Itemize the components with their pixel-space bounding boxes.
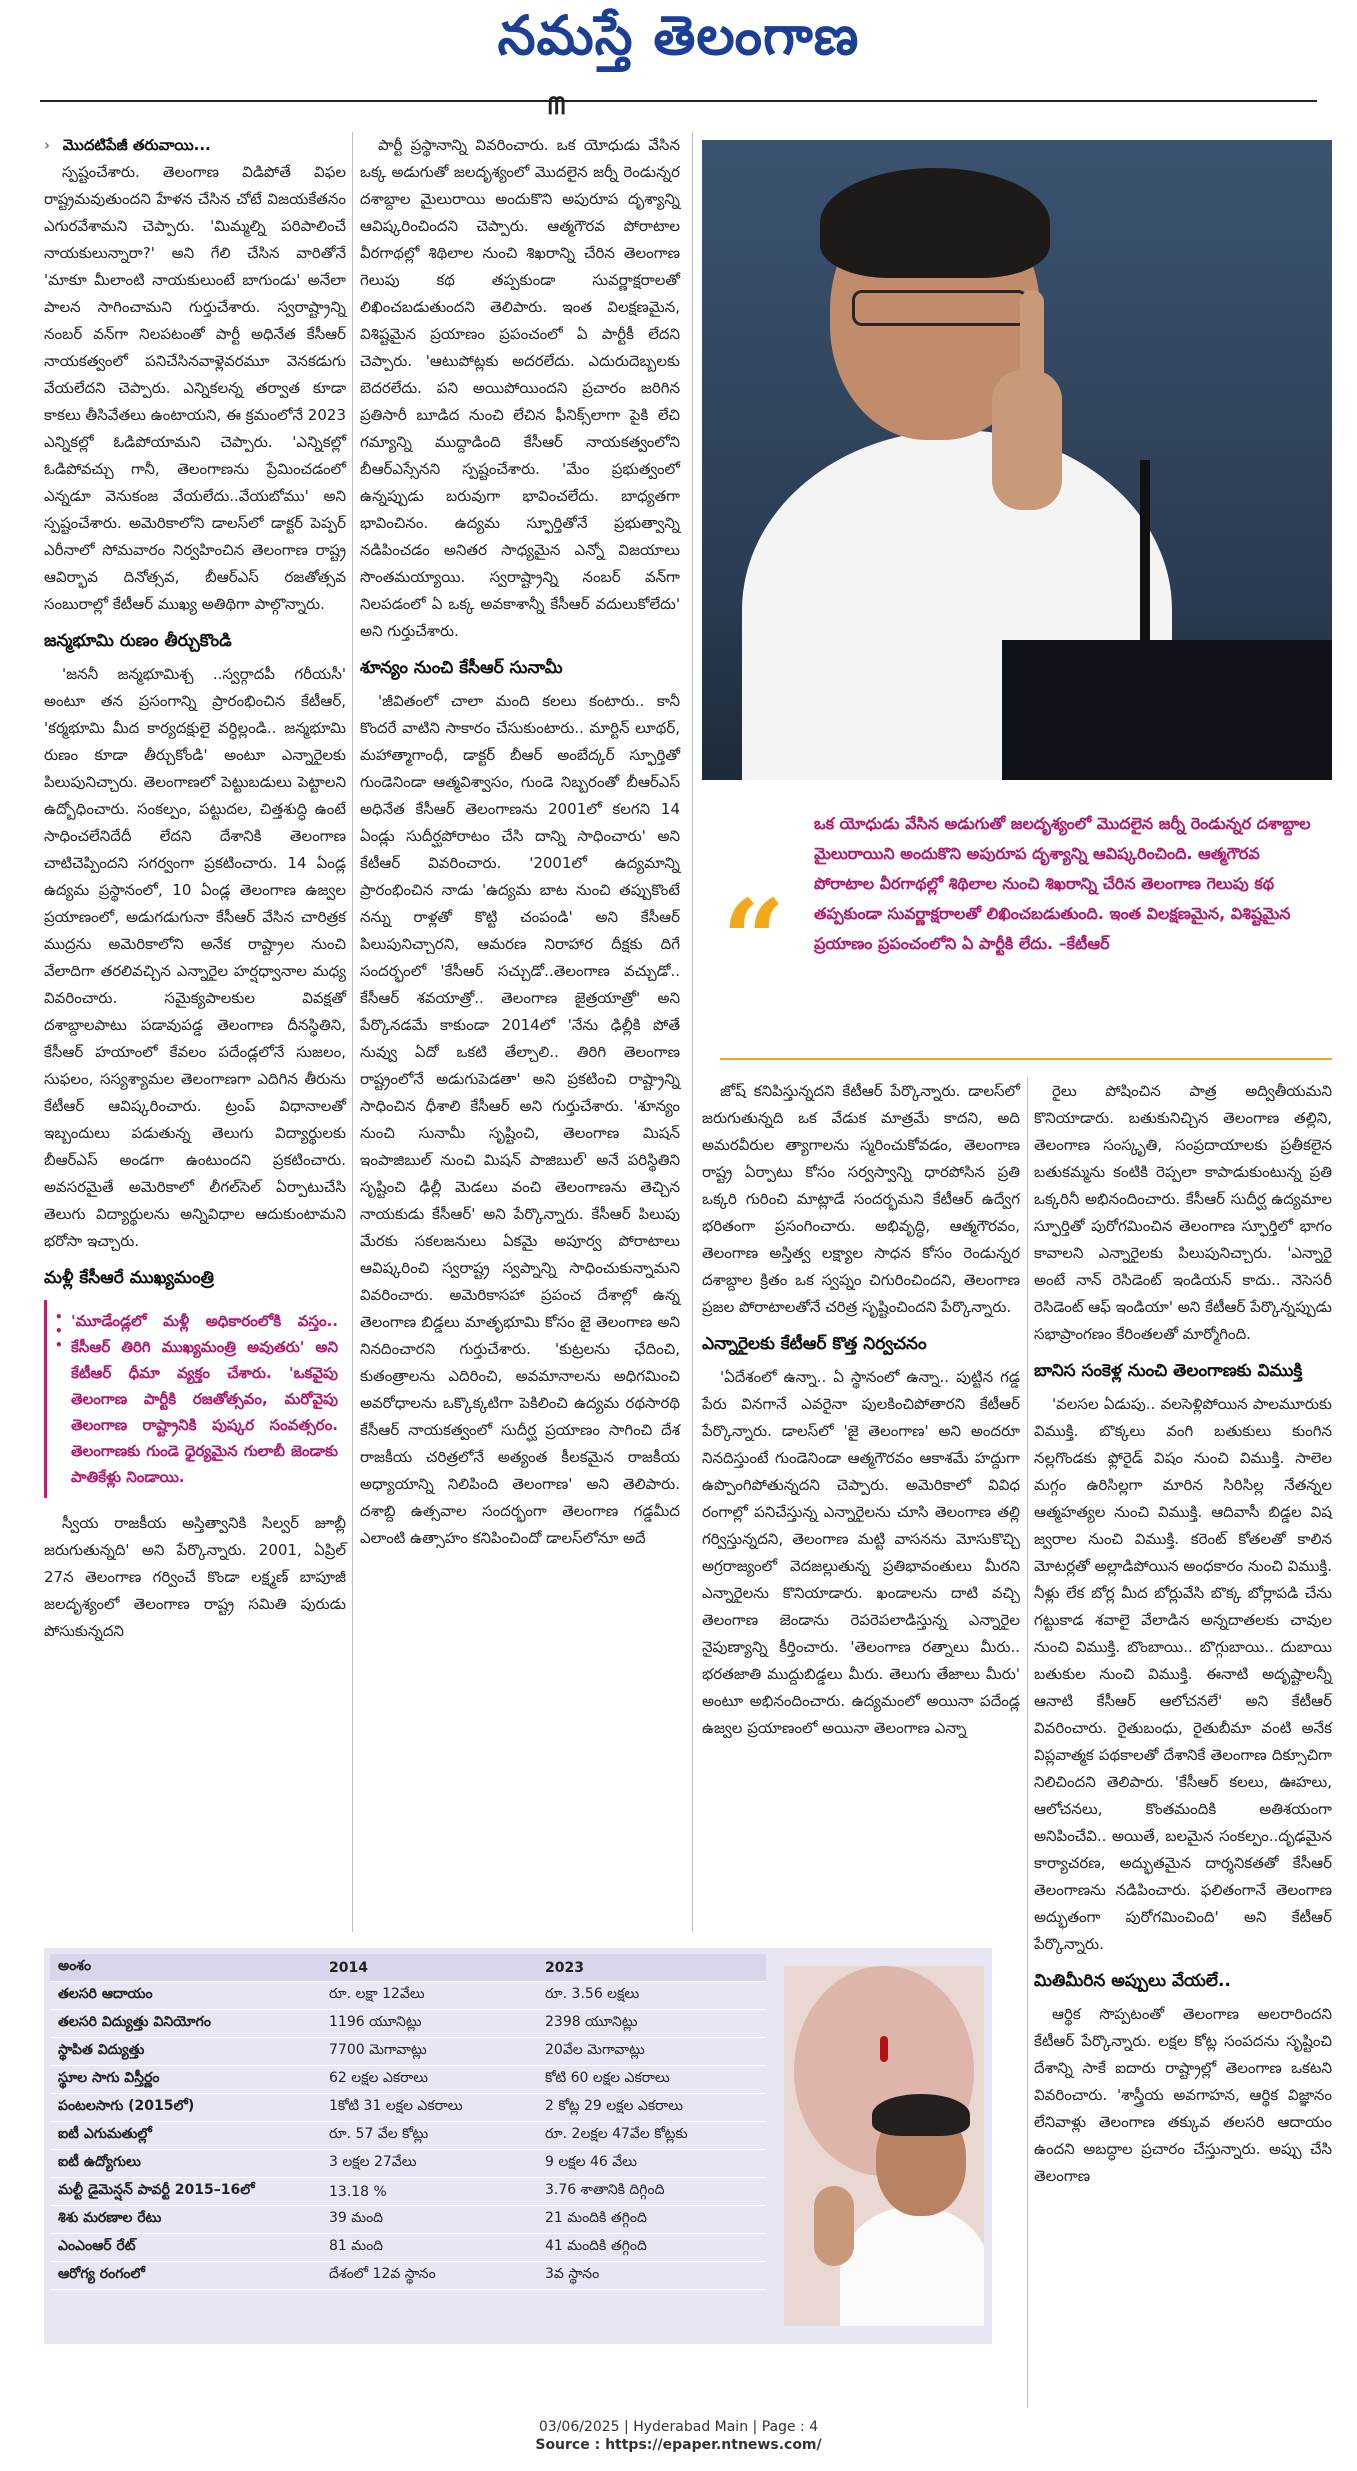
table-cell: 13.18 % xyxy=(321,2178,537,2206)
table-row xyxy=(50,2178,766,2206)
table-header-row xyxy=(50,1954,766,1982)
table-cell: కోటి 60 లక్షల ఎకరాలు xyxy=(537,2066,766,2094)
pull-quote-text: 'మూడేండ్లలో మళ్లీ అధికారంలోకి వస్తం.. కేసీఆర్ తిరిగి ముఖ్యమంత్రి అవుతరు' అని కేటీఆర్ ధీమా వ్యక్తం చేశారు. 'ఒకవైపు తెలంగాణ పార్టీకి రజతోత్సవం, మరోవైపు తెలంగాణ రాష్ట్రానికి పుష్కర సంవత్సరం. తెలంగాణకు గుండె ధైర్యమైన గులాబీ జెండాకు పాతికేళ్లు నిండాయి. xyxy=(71,1312,338,1486)
footer-source-link[interactable]: Source : https://epaper.ntnews.com/ xyxy=(535,2437,822,2453)
continuation-kicker xyxy=(44,132,346,159)
chevron-right-icon: › xyxy=(44,136,50,154)
table-cell: 2398 యూనిట్లు xyxy=(537,2010,766,2038)
table-row xyxy=(50,2094,766,2122)
subheading: శూన్యం నుంచి కేసీఆర్ సునామీ xyxy=(360,658,563,678)
column-divider xyxy=(352,132,353,1932)
masthead xyxy=(0,0,1357,96)
table-cell: 7700 మెగావాట్లు xyxy=(321,2038,537,2066)
table-row xyxy=(50,2150,766,2178)
column-divider xyxy=(692,132,693,1932)
table-row xyxy=(50,2122,766,2150)
table-cell: రూ. 3.56 లక్షలు xyxy=(537,1982,766,2010)
table-cell: ఆరోగ్య రంగంలో xyxy=(50,2262,321,2290)
table-cell: 20వేల మెగావాట్లు xyxy=(537,2038,766,2066)
article-paragraph: రైలు పోషించిన పాత్ర అద్వితీయమని కొనియాడారు. బతుకునిచ్చిన తెలంగాణ తల్లిని, తెలంగాణ సంస్కృతి, సంప్రదాయాలకు ప్రతీకలైన బతుకమ్మను కంటికి రెప్పలా కాపాడుకుంటున్న ప్రతి ఒక్కరినీ అభినందించారు. కేసీఆర్ సుదీర్ఘ ఉద్యమాల స్ఫూర్తితో పురోగమించిన తెలంగాణ స్ఫూర్తిలో భాగం కావాలని ఎన్నారైలకు పిలుపునిచ్చారు. 'ఎన్నారై అంటే నాన్ రెసిడెంట్ ఇండియన్ కాదు.. నెసెసరీ రెసిడెంట్ ఆఫ్ ఇండియా' అని కేటీఆర్ పేర్కొన్నప్పుడు సభాప్రాంగణం కేరింతలతో మార్మోగింది. xyxy=(1034,1082,1332,1343)
stats-table-box xyxy=(44,1948,992,2344)
table-cell: దేశంలో 12వ స్థానం xyxy=(321,2262,537,2290)
quote-text: ఒక యోధుడు వేసిన అడుగుతో జలదృశ్యంలో మొదలైన జర్నీ రెండున్నర దశాబ్దాల మైలురాయిని అందుకొని అపురూప దృశ్యాన్ని ఆవిష్కరించింది. ఆత్మగౌరవ పోరాటాల వీరగాథల్లో శిథిలాల నుంచి శిఖరాన్ని చేరిన తెలంగాణ గెలుపు కథ తప్పకుండా సువర్ణాక్షరాలతో లిఖించబడుతుంది. ఇంత విలక్షణమైన, విశిష్టమైన ప్రయాణం ప్రపంచంలోని ఏ పార్టీకి లేదు. –కేటీఆర్ xyxy=(814,814,1311,953)
table-cell: 39 మంది xyxy=(321,2206,537,2234)
table-cell: రూ. లక్షా 12వేలు xyxy=(321,1982,537,2010)
table-cell: తలసరి విద్యుత్తు వినియోగం xyxy=(50,2010,321,2038)
table-cell: శిశు మరణాల రేటు xyxy=(50,2206,321,2234)
table-cell: రూ. 2లక్షల 47వేల కోట్లకు xyxy=(537,2122,766,2150)
table-row xyxy=(50,2010,766,2038)
subheading: బానిస సంకెళ్ల నుంచి తెలంగాణకు విముక్తి xyxy=(1034,1361,1303,1381)
pull-quote-dots-icon: • • • xyxy=(55,1310,63,1352)
article-paragraph: ఆర్థిక సొప్పటంతో తెలంగాణ అలరారిందని కేటీఆర్ పేర్కొన్నారు. లక్షల కోట్ల సంపదను సృష్టించి దేశాన్ని సాకే ఐదారు రాష్ట్రాల్లో తెలంగాణ ఒకటని వివరించారు. 'శాస్త్రీయ అవగాహన, ఆర్థిక విజ్ఞానం లేనివాళ్లు తెలంగాణ తక్కువ తలసరి ఆదాయం ఉందని అబద్ధాల ప్రచారం చేస్తున్నారు. అప్పు చేసి తెలంగాణ xyxy=(1034,2005,1332,2185)
pull-quote xyxy=(44,1300,346,1498)
subheading: మితిమీరిన అప్పులు వేయలే.. xyxy=(1034,1971,1231,1991)
column-divider xyxy=(1027,1078,1028,2408)
quote-rule xyxy=(720,1058,1332,1060)
quote-mark-icon: “ xyxy=(722,875,786,1004)
table-cell: 81 మంది xyxy=(321,2234,537,2262)
microphone-icon xyxy=(1140,460,1150,660)
ktr-portrait-photo xyxy=(784,1966,984,2326)
table-row xyxy=(50,2206,766,2234)
table-cell: 1196 యూనిట్లు xyxy=(321,2010,537,2038)
table-cell: ఎంఎంఆర్ రేట్ xyxy=(50,2234,321,2262)
article-paragraph: జోష్ కనిపిస్తున్నదని కేటీఆర్ పేర్కొన్నారు. డాలస్‌లో జరుగుతున్నది ఒక వేడుక మాత్రమే కాదని, అది అమరవీరుల త్యాగాలను స్మరించుకోవడం, తెలంగాణ రాష్ట్ర ఏర్పాటు కోసం సర్వస్వాన్ని ధారపోసిన ప్రతి ఒక్కరి గురించి మాట్లాడే సందర్భమని కేటీఆర్ ఉద్వేగ భరితంగా ప్రసంగించారు. అభివృద్ధి, ఆత్మగౌరవం, తెలంగాణ అస్తిత్వ లక్ష్యాల సాధన కోసం రెండున్నర దశాబ్దాల క్రితం ఒక స్వప్నం చిగురించిందని, తెలంగాణ ప్రజల పోరాటాలతోనే చరిత్ర సృష్టించిందని పేర్కొన్నారు. xyxy=(702,1082,1020,1316)
article-paragraph: 'జీవితంలో చాలా మంది కలలు కంటారు.. కానీ కొందరే వాటిని సాకారం చేసుకుంటారు.. మార్టిన్ లూథర్, మహాత్మాగాంధీ, డాక్టర్ బీఆర్ అంబేద్కర్ స్ఫూర్తితో గుండెనిండా ఆత్మవిశ్వాసం, గుండె నిబ్బరంతో బీఆర్‌ఎస్ అధినేత కేసీఆర్ తెలంగాణను 2001లో కలగని 14 ఏండ్లు సుదీర్ఘపోరాటం చేసి దాన్ని సాధించారు' అని కేటీఆర్ వివరించారు. '2001లో ఉద్యమాన్ని ప్రారంభించిన నాడు 'ఉద్యమ బాట నుంచి తప్పుకొంటే నన్ను రాళ్లతో కొట్టి చంపండి' అని కేసీఆర్ పిలుపునిచ్చారని, ఆమరణ నిరాహార దీక్షకు దిగే సందర్భంలో 'కేసీఆర్ సచ్చుడో..తెలంగాణ వచ్చుడో.. కేసీఆర్ శవయాత్రో.. తెలంగాణ జైత్రయాత్రో' అని పేర్కొనడమే కాకుండా 2014లో 'నేను ఢిల్లీకి పోతే నువ్వు ఏదో ఒకటి తేల్చాలి.. తిరిగి తెలంగాణ రాష్ట్రంలోనే అడుగుపెడతా' అని ప్రకటించి రాష్ట్రాన్ని సాధించిన ధీశాలి కేసీఆర్ అని గుర్తుచేశారు. 'శూన్యం నుంచి సునామీ సృష్టించి, తెలంగాణ మిషన్ ఇంపాజిబుల్ నుంచి మిషన్ పాజిబుల్' అనే పరిస్థితిని సృష్టించి ఢిల్లీ మెడలు వంచి తెలంగాణను తెచ్చిన నాయకుడు కేసీఆర్' అని పేర్కొన్నారు. కేసీఆర్ పిలుపు మేరకు సకలజనులు ఏకమై అపూర్వ పోరాటాలు ఆవిష్కరించి స్వరాష్ట్ర స్వప్నాన్ని సాధించుకున్నామని వివరించారు. అమెరికాసహా ప్రపంచ దేశాల్లో ఉన్న తెలంగాణ బిడ్డలు మాతృభూమి కోసం జై తెలంగాణ అని నినదించారని గుర్తుచేశారు. 'కుట్రలను ఛేదించి, కుతంత్రాలను ఎదిరించి, అవమానాలను అధిగమించి అవరోధాలను ఒక్కొక్కటిగా పెకిలించి ఉద్యమ రథసారథి కేసీఆర్ నాయకత్వంలో సుదీర్ఘ ప్రయాణం సాగించి దేశ రాజకీయ చరిత్రలోనే అత్యంత కీలకమైన రాజకీయ అధ్యాయాన్ని నిలిపింది తెలంగాణ' అని తెలిపారు. దశాబ్ది ఉత్సవాల సందర్భంగా తెలంగాణ గడ్డమీద ఎలాంటి ఉత్సాహం కనిపించిందో డాలస్‌లోనూ అదే xyxy=(360,692,680,1547)
top-rule xyxy=(40,100,1317,102)
table-cell: 2 కోట్ల 29 లక్షల ఎకరాలు xyxy=(537,2094,766,2122)
newspaper-logo-icon: ᗰ xyxy=(548,92,566,120)
table-cell: ఐటీ ఎగుమతుల్లో xyxy=(50,2122,321,2150)
table-row xyxy=(50,2038,766,2066)
table-cell: 21 మందికి తగ్గింది xyxy=(537,2206,766,2234)
article-column-1 xyxy=(44,132,346,1649)
table-cell: 3 లక్షల 27వేలు xyxy=(321,2150,537,2178)
article-paragraph: 'జననీ జన్మభూమిశ్చ ..స్వర్గాదపీ గరీయసీ' అంటూ తన ప్రసంగాన్ని ప్రారంభించిన కేటీఆర్, 'కర్మభూమి మీద కార్యదక్షులై వర్ధిల్లండి.. జన్మభూమి రుణం కూడా తీర్చుకోండి' అంటూ ఎన్నారైలకు పిలుపునిచ్చారు. తెలంగాణలో పెట్టుబడులు పెట్టాలని ఉద్బోధించారు. సంకల్పం, పట్టుదల, చిత్తశుద్ధి ఉంటే సాధించలేనిదేదీ లేదని దేశానికి తెలంగాణ చాటిచెప్పిందని సగర్వంగా ప్రకటించారు. 14 ఏండ్ల ఉద్యమ ప్రస్థానంలో, 10 ఏండ్ల తెలంగాణ ఉజ్వల ప్రయాణంలో, అడుగడుగునా కేసీఆర్ వేసిన చారిత్రక ముద్రను అమెరికాలోని అనేక రాష్ట్రాల నుంచి వేలాదిగా తరలివచ్చిన ఎన్నారైల హర్షధ్వానాల మధ్య వివరించారు. సమైక్యపాలకుల వివక్షతో దశాబ్దాలపాటు పడావుపడ్డ తెలంగాణ దీనస్థితిని, కేసీఆర్ హయాంలో కేవలం పదేండ్లలోనే సుజలం, సుఫలం, సస్యశ్యామల తెలంగాణగా ఎదిగిన తీరును కేటీఆర్ ఆవిష్కరించారు. ట్రంప్ విధానాలతో ఇబ్బందులు పడుతున్న తెలుగు విద్యార్థులకు బీఆర్‌ఎస్ అండగా ఉంటుందని ప్రకటించారు. అవసరమైతే అమెరికాలో లీగల్‌సెల్ ఏర్పాటుచేసి తెలుగు విద్యార్థులను అన్నివిధాల ఆదుకుంటామని భరోసా ఇచ్చారు. xyxy=(44,665,346,1250)
page-footer xyxy=(0,2418,1357,2454)
table-row xyxy=(50,2234,766,2262)
table-row xyxy=(50,1982,766,2010)
table-cell: పంటలసాగు (2015లో) xyxy=(50,2094,321,2122)
table-cell: 3వ స్థానం xyxy=(537,2262,766,2290)
subheading: జన్మభూమి రుణం తీర్చుకొండి xyxy=(44,631,232,651)
table-cell: 41 మందికి తగ్గింది xyxy=(537,2234,766,2262)
table-cell: 62 లక్షల ఎకరాలు xyxy=(321,2066,537,2094)
table-cell: 9 లక్షల 46 వేలు xyxy=(537,2150,766,2178)
article-column-2 xyxy=(360,132,680,1556)
table-header: అంశం xyxy=(50,1954,321,1982)
table-header: 2014 xyxy=(321,1954,537,1982)
table-cell: 1కోటి 31 లక్షల ఎకరాలు xyxy=(321,2094,537,2122)
table-row xyxy=(50,2262,766,2290)
table-row xyxy=(50,2066,766,2094)
kicker-text: మొదటిపేజీ తరువాయి... xyxy=(62,136,211,154)
table-cell: 3.76 శాతానికి దిగ్గింది xyxy=(537,2178,766,2206)
article-paragraph: పార్టీ ప్రస్థానాన్ని వివరించారు. ఒక యోధుడు వేసిన ఒక్క అడుగుతో జలదృశ్యంలో మొదలైన జర్నీ రెండున్నర దశాబ్దాల మైలురాయి అందుకొని అపురూప దృశ్యాన్ని ఆవిష్కరించిందని చెప్పారు. ఆత్మగౌరవ పోరాటాల వీరగాథల్లో శిథిలాల నుంచి శిఖరాన్ని చేరిన తెలంగాణ గెలుపు కథ తప్పకుండా సువర్ణాక్షరాలతో లిఖించబడుతుందని తెలిపారు. ఇంత విలక్షణమైన, విశిష్టమైన ప్రయాణం ప్రపంచంలో ఏ పార్టీకీ లేదని చెప్పారు. 'ఆటుపోట్లకు అదరలేదు. ఎదురుదెబ్బలకు బెదరలేదు. పని అయిపోయిందని ప్రచారం జరిగిన ప్రతిసారీ బూడిద నుంచి లేచిన ఫీనిక్స్‌లాగా పైకి లేచి గమ్యాన్ని ముద్దాడింది కేసీఆర్ నాయకత్వంలోని బీఆర్‌ఎస్సేనని స్పష్టంచేశారు. 'మేం ప్రభుత్వంలో ఉన్నప్పుడు బరువుగా భావించలేదు. బాధ్యతగా భావించినం. ఉద్యమ స్ఫూర్తితోనే ప్రభుత్వాన్ని నడిపించడం అనితర సాధ్యమైన ఎన్నో విజయాలు సొంతమయ్యాయి. స్వరాష్ట్రాన్ని నంబర్ వన్‌గా నిలపడంలో ఏ ఒక్క అవకాశాన్నీ కేసీఆర్ వదులుకోలేదు' అని గుర్తుచేశారు. xyxy=(360,136,680,640)
masthead-title: నమస్తే తెలంగాణ xyxy=(497,4,860,67)
quote-box xyxy=(702,795,1332,1050)
stats-table xyxy=(50,1954,766,2290)
table-header: 2023 xyxy=(537,1954,766,1982)
article-paragraph: స్పష్టంచేశారు. తెలంగాణ విడిపోతే విఫల రాష్ట్రమవుతుందని హేళన చేసిన చోటే విజయకేతనం ఎగురవేశామని చెప్పారు. 'మిమ్మల్ని పరిపాలించే నాయకులున్నారా?' అని గేలి చేసిన వారితోనే 'మాకూ మీలాంటి నాయకులుంటే బాగుండు' అనేలా పాలన సాగించామని గుర్తుచేశారు. స్వరాష్ట్రాన్ని నంబర్ వన్‌గా నిలపటంతో పార్టీ అధినేత కేసీఆర్ నాయకత్వంలో పనిచేసినవాళ్లెవరమూ వెనకడుగు వేయలేదని చెప్పారు. ఎన్నికలన్న తర్వాత కూడా కాకలు తీసివేతలు ఉంటాయని, ఈ క్రమంలోనే 2023 ఎన్నికల్లో ఓడిపోయామని చెప్పారు. 'ఎన్నికల్లో ఓడిపోవచ్చు గానీ, తెలంగాణను ప్రేమించడంలో ఎన్నడూ వెనుకంజ వేయలేదు..వేయబోము' అని స్పష్టంచేశారు. అమెరికాలోని డాలస్‌లో డాక్టర్ పెప్పర్ ఎరీనాలో సోమవారం నిర్వహించిన తెలంగాణ రాష్ట్ర ఆవిర్భావ దినోత్సవ, బీఆర్‌ఎస్ రజతోత్సవ సంబురాల్లో కేటీఆర్ ముఖ్య అతిథిగా పాల్గొన్నారు. xyxy=(44,163,346,613)
subheading: మళ్లీ కేసీఆరే ముఖ్యమంత్రి xyxy=(44,1268,214,1288)
table-cell: మల్టీ డైమెన్షన్ పావర్టీ 2015–16లో xyxy=(50,2178,321,2206)
subheading: ఎన్నారైలకు కేటీఆర్ కొత్త నిర్వచనం xyxy=(702,1334,927,1354)
article-column-4 xyxy=(1034,1078,1332,2194)
article-paragraph: 'ఏదేశంలో ఉన్నా.. ఏ స్థానంలో ఉన్నా.. పుట్టిన గడ్డ పేరు వినగానే ఎవరైనా పులకించిపోతారని కేటీఆర్ పేర్కొన్నారు. డాలస్‌లో 'జై తెలంగాణ' అని అందరూ నినదిస్తుంటే గుండెనిండా ఆత్మగౌరవం ఆకాశమే హద్దుగా ఉప్పొంగిపోతున్నదని చెప్పారు. అమెరికాలో వివిధ రంగాల్లో పనిచేస్తున్న ఎన్నారైలను చూసి తెలంగాణ తల్లి గర్విస్తున్నదని, తెలంగాణ మట్టి వాసనను మోసుకొచ్చి అగ్రరాజ్యంలో వెదజల్లుతున్న ప్రతిభావంతులు మీరని ఎన్నారైలను కొనియాడారు. ఖండాలను దాటి వచ్చి తెలంగాణ జెండాను రెపరెపలాడిస్తున్న ఎన్నారైల నైపుణ్యాన్ని కీర్తించారు. 'తెలంగాణ రత్నాలు మీరు.. భరతజాతి ముద్దుబిడ్డలు మీరు. తెలుగు తేజాలు మీరు' అంటూ అభినందించారు. ఉద్యమంలో అయినా పదేండ్ల ఉజ్వల ప్రయాణంలో అయినా తెలంగాణ ఎన్నా xyxy=(702,1368,1020,1737)
ktr-speech-photo xyxy=(702,140,1332,780)
table-cell: రూ. 57 వేల కోట్లు xyxy=(321,2122,537,2150)
article-column-3 xyxy=(702,1078,1020,1746)
table-cell: తలసరి ఆదాయం xyxy=(50,1982,321,2010)
table-cell: స్థూల సాగు విస్తీర్ణం xyxy=(50,2066,321,2094)
article-paragraph: స్వీయ రాజకీయ అస్తిత్వానికి సిల్వర్ జూబ్లీ జరుగుతున్నది' అని పేర్కొన్నారు. 2001, ఏప్రిల్ 27న తెలంగాణ గర్వించే కొండా లక్ష్మణ్ బాపూజీ జలదృశ్యంలో తెలంగాణ రాష్ట్ర సమితి పురుడు పోసుకున్నదని xyxy=(44,1514,346,1640)
footer-dateline: 03/06/2025 | Hyderabad Main | Page : 4 xyxy=(538,2419,819,2435)
article-paragraph: 'వలసల ఏడుపు.. వలసెళ్లిపోయిన పాలమూరుకు విముక్తి. బొక్కలు వంగి బతుకులు కుంగిన నల్లగొండకు ఫ్లోరైడ్ విషం నుంచి విముక్తి. సాలెల మగ్గం ఉరిసిల్లగా మారిన సిరిసిల్ల నేతన్నల ఆత్మహత్యల నుంచి విముక్తి. ఆదివాసీ బిడ్డల విష జ్వరాల నుంచి విముక్తి. కరెంట్ కోతలతో కాలిన మోటర్లతో అల్లాడిపోయిన అంధకారం నుంచి విముక్తి. నీళ్లు లేక బోర్ల మీద బోర్లువేసి బొక్క బోర్లాపడి చేను గట్టుకాడ శవాలై వేలాడిన అన్నదాతలకు చావుల నుంచి విముక్తి. బొంబాయి.. బొగ్గుబాయి.. దుబాయి బతుకుల నుంచి విముక్తి. ఈనాటి అదృష్టాలన్నీ ఆనాటి కేసీఆర్ ఆలోచనలే' అని కేటీఆర్ వివరించారు. రైతుబంధు, రైతుబీమా వంటి అనేక విప్లవాత్మక పథకాలతో దేశానికే తెలంగాణ దిక్సూచిగా నిలిచిందని తెలిపారు. 'కేసీఆర్ కలలు, ఊహలు, ఆలోచనలు, కొంతమందికి అతిశయంగా అనిపించేవి.. అయితే, బలమైన సంకల్పం..దృఢమైన కార్యాచరణ, అద్భుతమైన దార్శనికతతో కేసీఆర్ తెలంగాణను నడిపించారు. ఫలితంగానే తెలంగాణ అద్భుతంగా పురోగమించింది' అని కేటీఆర్ పేర్కొన్నారు. xyxy=(1034,1395,1332,1953)
table-cell: ఐటీ ఉద్యోగులు xyxy=(50,2150,321,2178)
table-cell: స్థాపిత విద్యుత్తు xyxy=(50,2038,321,2066)
